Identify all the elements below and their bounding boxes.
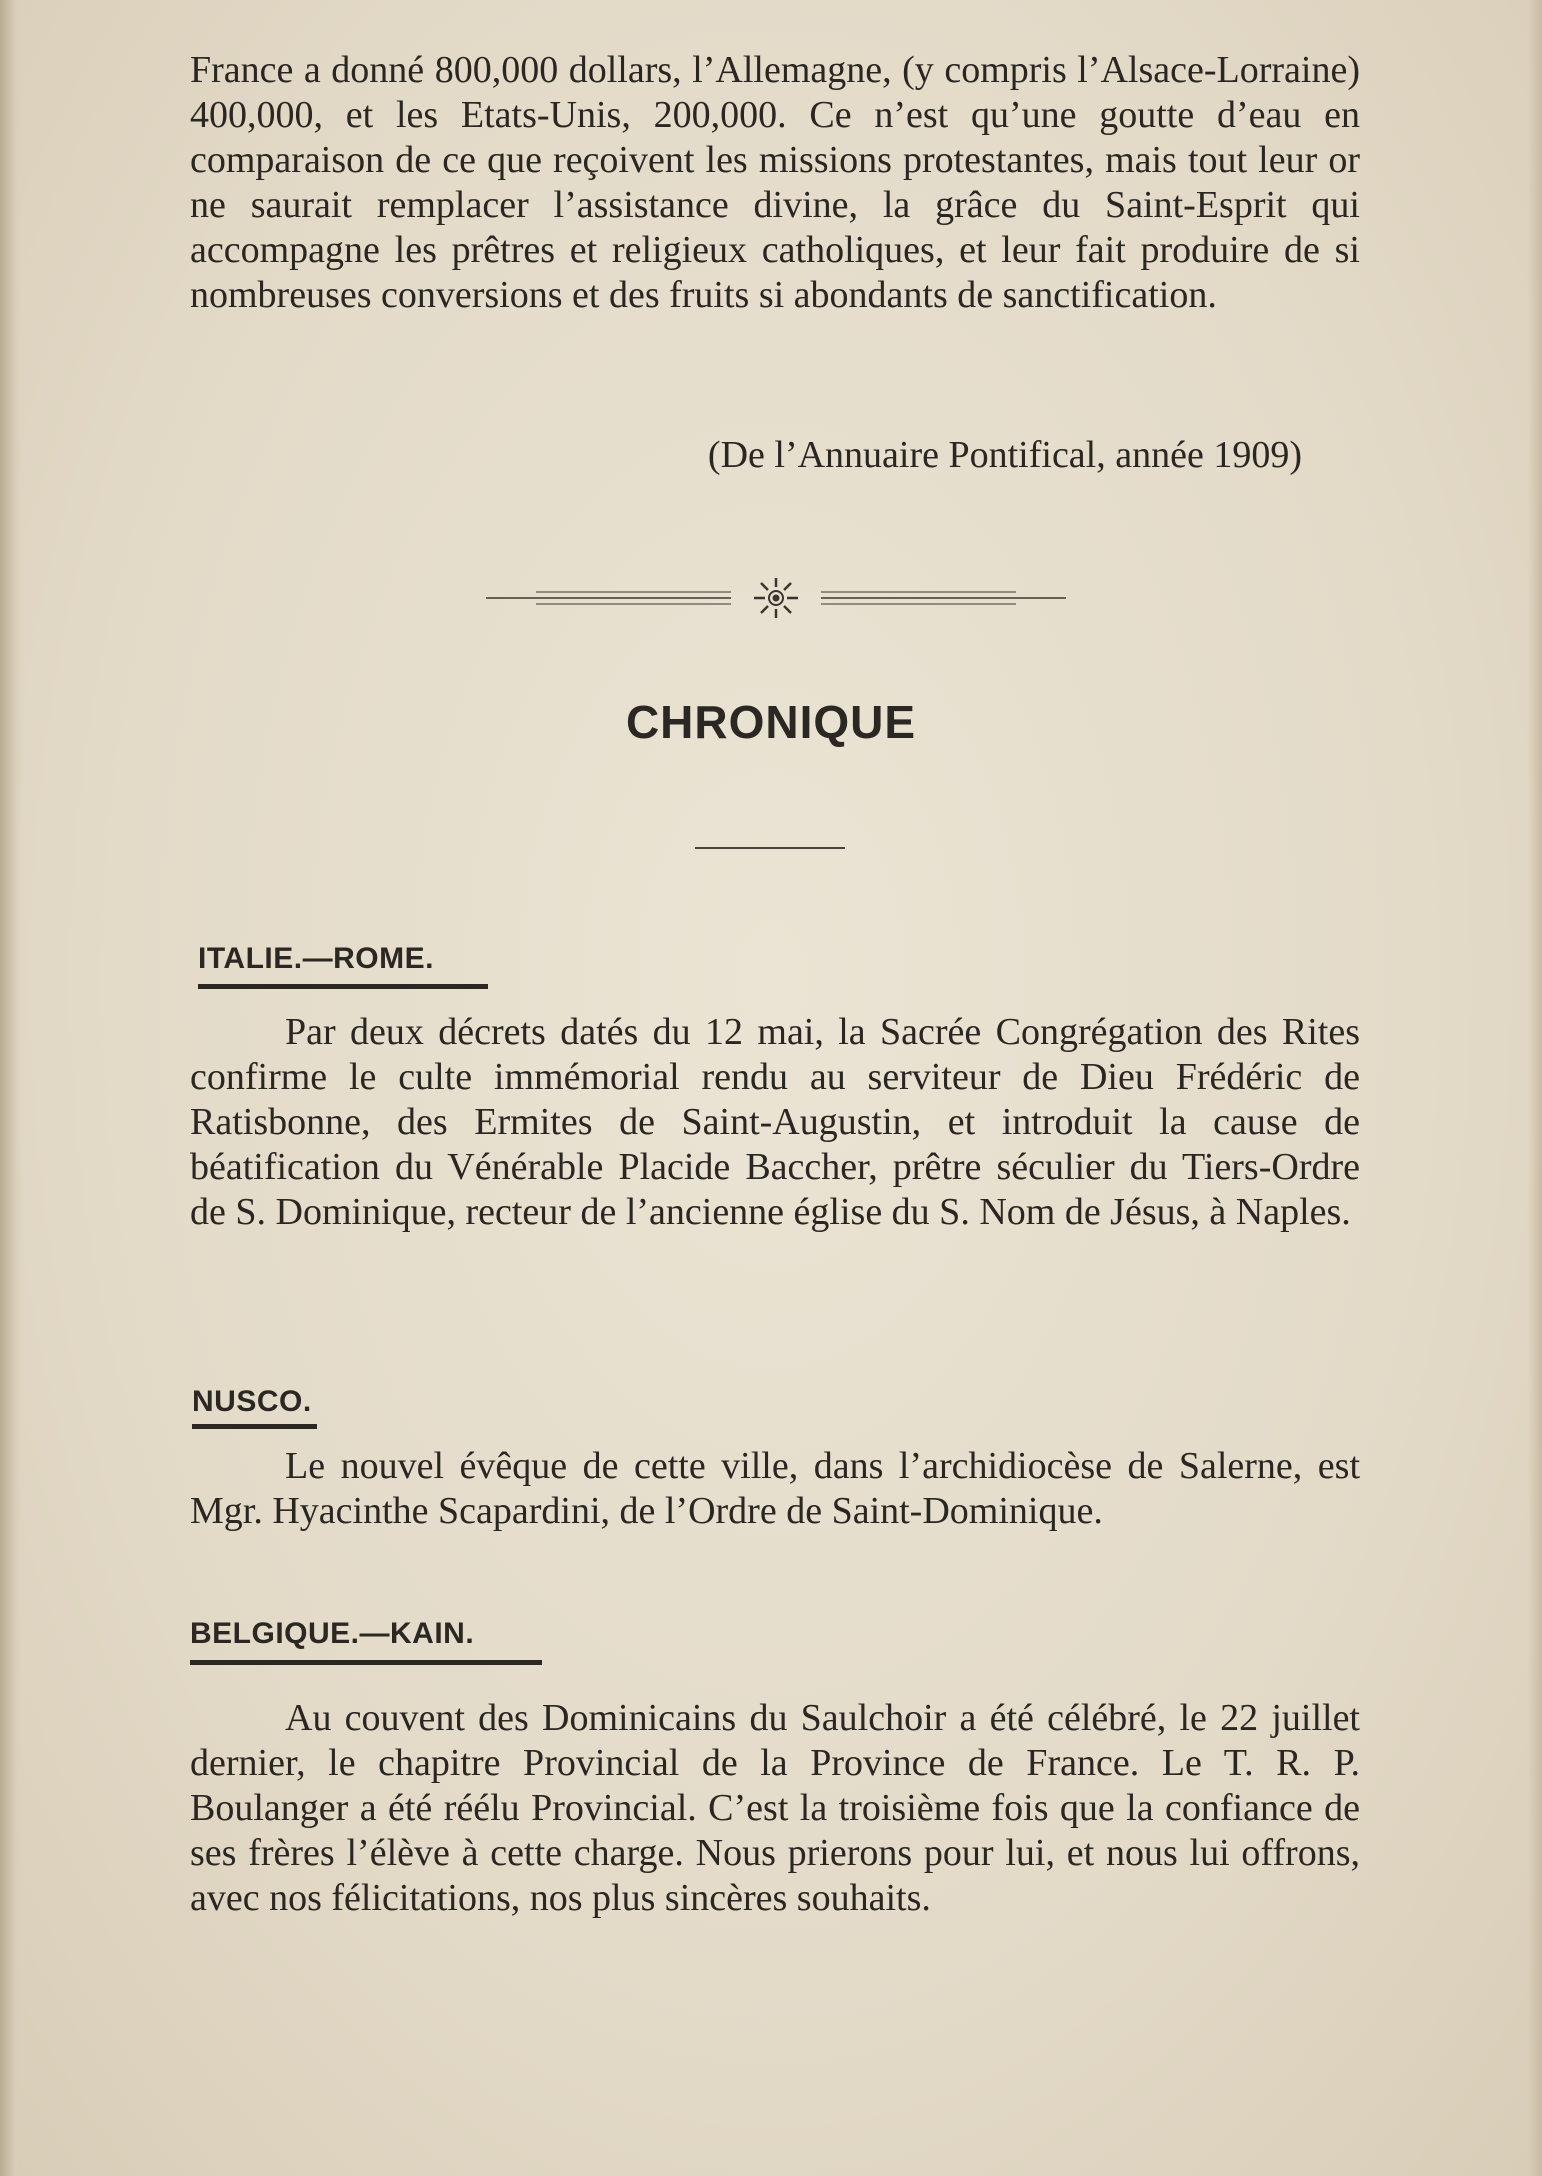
intro-paragraph: France a donné 800,000 dollars, l’Allemagne, (y compris l’Alsace-Lorraine) 400,000, et les Etats-Unis, 200,000. Ce n’est qu’une goutte d’eau en comparaison de ce que reçoivent les missions protestantes, mais tout leur or ne saurait remplacer l’assistance divine, la grâce du Saint-Esprit qui accompagne les prêtres et religieux catholiques, et leur fait produire de si nombreuses conversions et des fruits si abondants de sanctification.	[190, 49, 1360, 316]
entry-text-italie-rome: Par deux décrets datés du 12 mai, la Sacrée Congrégation des Rites confirme le culte immémorial rendu au serviteur de Dieu Frédéric de Ratisbonne, des Ermites de Saint-Augustin, et introduit la cause de béatification du Vénérable Placide Baccher, prêtre séculier du Tiers-Ordre de S. Dominique, recteur de l’ancienne église du S. Nom de Jésus, à Naples.	[190, 1011, 1360, 1233]
entry-heading-italie-rome: ITALIE.—ROME.	[198, 942, 434, 975]
entry-heading-rule	[192, 1424, 317, 1429]
page-edge-right	[1528, 0, 1542, 2176]
entry-text-nusco: Le nouvel évêque de cette ville, dans l’archidiocèse de Salerne, est Mgr. Hyacinthe Scapardini, de l’Ordre de Saint-Dominique.	[190, 1445, 1360, 1532]
section-title: CHRONIQUE	[625, 696, 917, 748]
entry-heading-rule	[190, 1660, 542, 1665]
title-underline	[695, 847, 845, 849]
entry-heading-nusco: NUSCO.	[192, 1385, 312, 1418]
entry-heading-belgique-kain: BELGIQUE.—KAIN.	[190, 1617, 475, 1650]
source-citation: (De l’Annuaire Pontifical, année 1909)	[707, 434, 1302, 476]
section-divider-ornament	[486, 578, 1066, 618]
entry-text-belgique-kain: Au couvent des Dominicains du Saulchoir a été célébré, le 22 juillet dernier, le chapitre Provincial de la Province de France. Le T. R. P. Boulanger a été réélu Provincial. C’est la troisième fois que la confiance de ses frères l’élève à cette charge. Nous prierons pour lui, et nous lui offrons, avec nos félicitations, nos plus sincères souhaits.	[190, 1697, 1360, 1919]
page-edge-left	[0, 0, 22, 2176]
entry-heading-rule	[198, 984, 488, 989]
